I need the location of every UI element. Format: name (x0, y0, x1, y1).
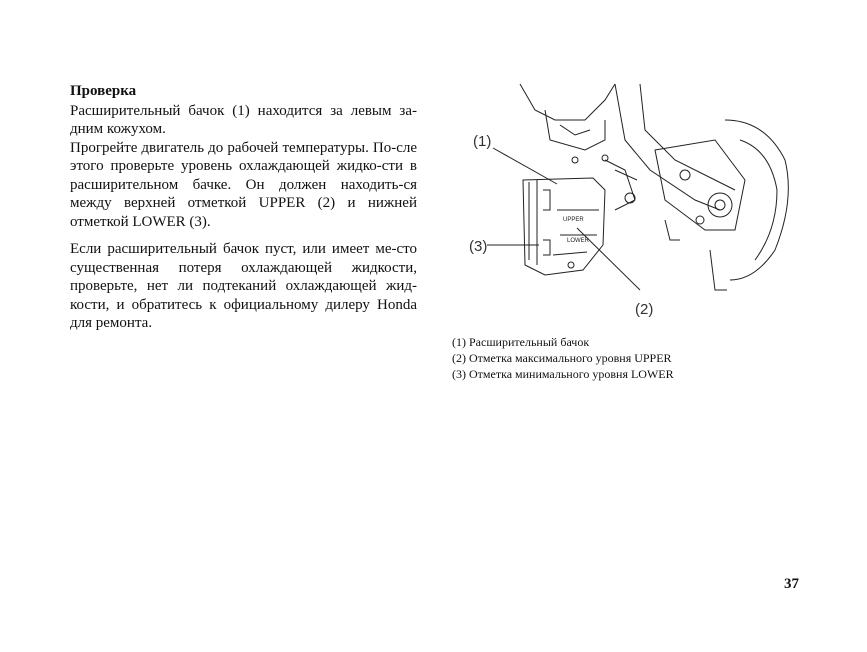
text-column (70, 82, 417, 333)
figure-captions (452, 334, 782, 382)
page-number: 37 (784, 576, 799, 592)
paragraph-check-procedure: Прогрейте двигатель до рабочей температуры. По-сле этого проверьте уровень охлаждающей жидко-сти в расширительном бачке. Он должен находить-ся между верхней отметкой UPPER (2) и нижней отметкой LOWER (3). (70, 139, 417, 230)
section-heading: Проверка (70, 83, 137, 99)
callout-2: (2) (635, 301, 654, 318)
callout-2-leader (577, 228, 640, 290)
callout-3: (3) (469, 238, 488, 255)
reservoir-illustration (465, 80, 795, 330)
upper-mark-label: UPPER (563, 217, 584, 223)
lower-mark-label: LOWER (567, 238, 590, 244)
paragraph-leak-advice: Если расширительный бачок пуст, или имеет ме-сто существенная потеря охлаждающей жидкости, проверьте, нет ли подтеканий охлаждающей жид-кости, и обратитесь к официальному дилеру Honda для ремонта. (70, 241, 417, 331)
caption-1: (1) Расширительный бачок (452, 335, 590, 349)
paragraph-location: Расширительный бачок (1) находится за левым за-дним кожухом. (70, 102, 417, 137)
callout-1: (1) (473, 133, 492, 150)
callout-1-leader (493, 148, 557, 184)
caption-3: (3) Отметка минимального уровня LOWER (452, 367, 674, 381)
caption-2: (2) Отметка максимального уровня UPPER (452, 351, 672, 365)
